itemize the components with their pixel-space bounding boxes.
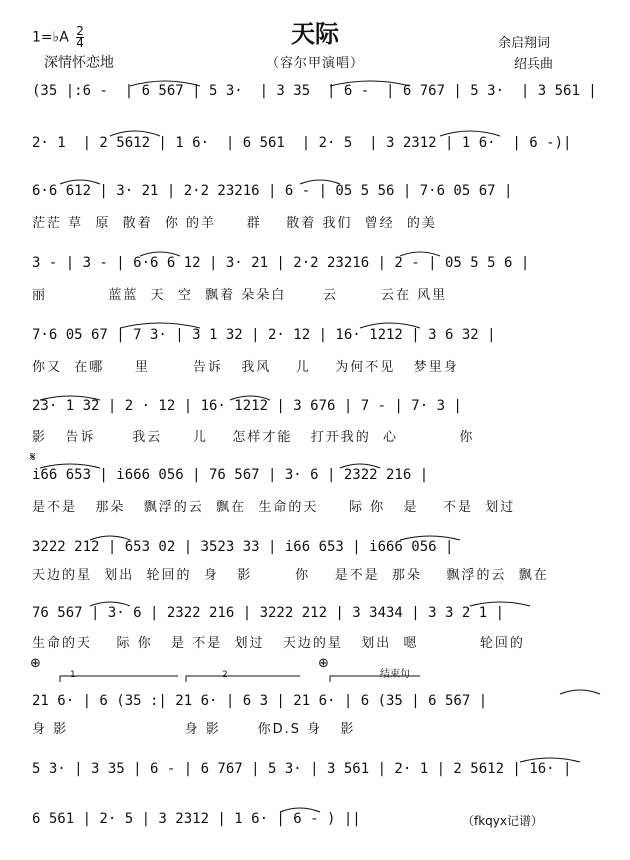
notation-row-2: 2· 1 | 2 5612 | 1 6· | 6 561 | 2· 5 | 3 2312 | 1 6· | 6 -)| <box>32 135 572 151</box>
lyrics-row-10: 身 影 身 影 你D.S 身 影 <box>32 722 356 737</box>
volta-1-label: 1 <box>70 670 76 680</box>
expression-mark: 深情怀恋地 <box>44 55 114 71</box>
notation-row-7: i66 653 | i666 056 | 76 567 | 3· 6 | 2322 216 | <box>32 467 429 483</box>
transcriber-credit: （fkqyx记谱） <box>462 814 543 828</box>
notation-row-12: 6 561 | 2· 5 | 3 2312 | 1 6· | 6 - ) || <box>32 811 361 827</box>
slur <box>560 690 600 694</box>
time-sig-bottom: 4 <box>76 36 84 50</box>
slur <box>40 464 100 468</box>
lyrics-row-4: 丽 蓝蓝 天 空 飘着 朵朵白 云 云在 风里 <box>32 288 448 303</box>
lyrics-row-6: 影 告诉 我云 儿 怎样才能 打开我的 心 你 <box>32 430 475 445</box>
coda-sign-2: ⊕ <box>318 656 329 671</box>
slur <box>90 536 130 540</box>
notation-row-4: 3 - | 3 - | 6·6 6 12 | 3· 21 | 2·2 23216 | 2 - | 05 5 5 6 | <box>32 255 530 271</box>
notation-row-6: 23· 1 32 | 2 · 12 | 16· 1212 | 3 676 | 7 - | 7· 3 | <box>32 398 462 414</box>
slur <box>520 758 580 762</box>
slur <box>140 252 180 256</box>
slur <box>360 323 420 328</box>
composer: 绍兵曲 <box>514 57 554 72</box>
singer: （容尔甲演唱） <box>265 56 364 71</box>
slur <box>130 81 200 86</box>
ending-label: 结束句 <box>380 669 410 680</box>
song-title: 天际 <box>291 19 339 48</box>
notation-row-1: (35 |:6 - | 6 567 | 5 3· | 3 35 | 6 - | 6 767 | 5 3· | 3 561 | <box>32 83 597 99</box>
lyrics-row-8: 天边的星 划出 轮回的 身 影 你 是不是 那朵 飘浮的云 飘在 <box>32 568 549 583</box>
slur <box>90 602 130 606</box>
volta-2-bracket <box>186 676 300 682</box>
slur <box>400 252 440 256</box>
coda-sign-1: ⊕ <box>30 656 41 671</box>
slur <box>230 396 270 400</box>
key-text: 1=♭A <box>32 29 69 46</box>
lyrics-row-3: 茫茫 草 原 散着 你 的羊 群 散着 我们 曾经 的美 <box>32 216 437 231</box>
slur <box>110 131 160 136</box>
volta-2-label: 2 <box>222 670 228 680</box>
slur <box>300 180 340 184</box>
slur <box>440 131 500 136</box>
slur <box>340 464 380 468</box>
notation-row-9: 76 567 | 3· 6 | 2322 216 | 3222 212 | 3 3434 | 3 3 2 1 | <box>32 605 505 621</box>
notation-row-3: 6·6 612 | 3· 21 | 2·2 23216 | 6 - | 05 5 56 | 7·6 05 67 | <box>32 183 513 199</box>
slur <box>470 602 530 606</box>
slur <box>40 396 100 400</box>
notation-row-8: 3222 212 | 653 02 | 3523 33 | i66 653 | i666 056 | <box>32 539 454 555</box>
slur <box>280 808 320 812</box>
segno-sign: 𝄋 <box>30 450 36 465</box>
ending-bracket <box>330 676 420 682</box>
notation-row-5: 7·6 05 67 | 7 3· | 3 1 32 | 2· 12 | 16· 1212 | 3 6 32 | <box>32 327 496 343</box>
lyrics-row-9: 生命的天 际 你 是 不是 划过 天边的星 划出 嗯 轮回的 <box>32 636 525 651</box>
time-sig-top: 2 <box>76 24 84 38</box>
notation-row-10: 21 6· | 6 (35 :| 21 6· | 6 3 | 21 6· | 6 (35 | 6 567 | <box>32 693 488 709</box>
lyrics-row-7: 是不是 那朵 飘浮的云 飘在 生命的天 际 你 是 不是 划过 <box>32 500 516 515</box>
volta-1-bracket <box>60 676 178 682</box>
slur <box>330 81 410 86</box>
slur <box>60 180 100 184</box>
slur <box>400 536 460 540</box>
lyrics-row-5: 你又 在哪 里 告诉 我风 儿 为何不见 梦里身 <box>32 360 459 375</box>
lyricist: 余启翔词 <box>498 36 551 51</box>
slur <box>120 323 200 328</box>
notation-row-11: 5 3· | 3 35 | 6 - | 6 767 | 5 3· | 3 561 | 2· 1 | 2 5612 | 16· | <box>32 761 572 777</box>
